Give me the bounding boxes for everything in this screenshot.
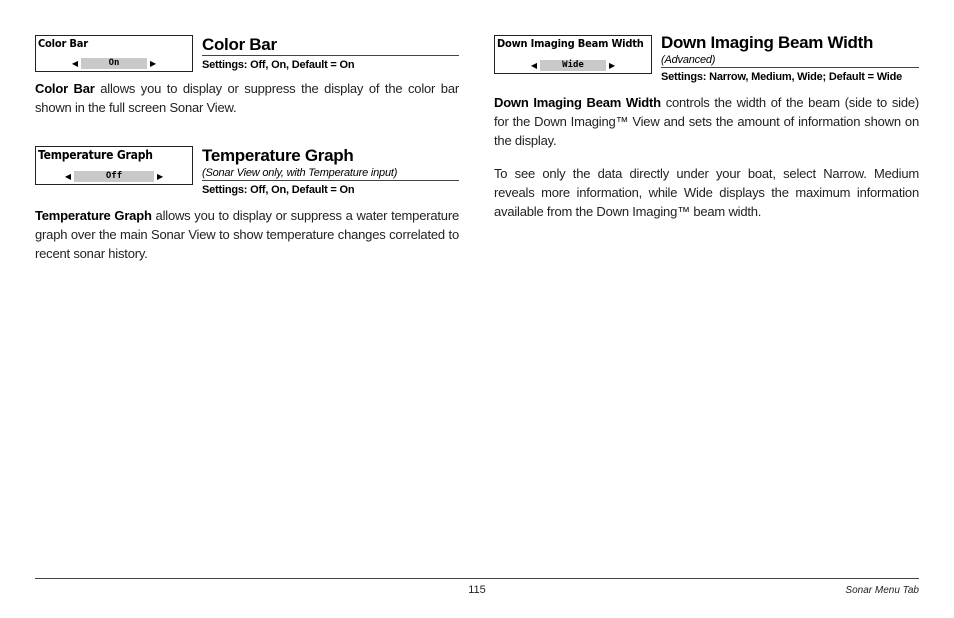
down-imaging-beam-width-section: [494, 33, 919, 221]
menu-value-control: [36, 171, 192, 182]
section-title: Color Bar: [202, 35, 277, 54]
color-bar-menu-widget: [35, 35, 193, 72]
right-arrow-icon: ▶: [609, 60, 616, 70]
body-text: controls the width of the beam (side to side) for the Down Imaging™ View and sets the amount of information shown on the display.: [494, 95, 920, 148]
section-body: [35, 79, 459, 117]
settings-line: Settings: Narrow, Medium, Wide; Default = Wide: [661, 71, 903, 83]
left-arrow-icon: ◀: [71, 58, 78, 68]
menu-value: On: [81, 58, 147, 69]
left-arrow-icon: ◀: [530, 60, 537, 70]
section-subtitle: (Advanced): [661, 54, 716, 66]
section-body: [35, 206, 459, 263]
section-header: [202, 35, 459, 72]
down-imaging-beam-width-menu-widget: [494, 35, 652, 74]
body-term: Down Imaging Beam Width: [494, 95, 661, 110]
temperature-graph-section: [35, 146, 459, 263]
menu-widget-label: Color Bar: [38, 37, 88, 50]
title-rule: [661, 67, 919, 68]
body-term: Color Bar: [35, 81, 95, 96]
section-title: Down Imaging Beam Width: [661, 33, 874, 52]
menu-value-control: [36, 58, 192, 69]
section-body: [494, 93, 919, 150]
temperature-graph-menu-widget: [35, 146, 193, 185]
color-bar-section: [35, 35, 459, 117]
section-title: Temperature Graph: [202, 146, 354, 165]
body-term: Temperature Graph: [35, 208, 152, 223]
menu-value: Wide: [540, 60, 606, 71]
footer-rule: [35, 578, 919, 579]
section-body-paragraph-2: To see only the data directly under your boat, select Narrow. Medium reveals more information, while Wide displays the maximum information available from the Down Imaging™ beam width.: [494, 166, 919, 219]
left-arrow-icon: ◀: [64, 171, 71, 181]
settings-line: Settings: Off, On, Default = On: [202, 184, 355, 196]
page-number: 115: [468, 584, 486, 596]
right-arrow-icon: ▶: [150, 58, 157, 68]
body-text: allows you to display or suppress the display of the color bar shown in the full screen Sonar View.: [35, 81, 459, 115]
right-arrow-icon: ▶: [157, 171, 164, 181]
title-rule: [202, 55, 459, 56]
menu-widget-label: Temperature Graph: [38, 148, 153, 162]
settings-line: Settings: Off, On, Default = On: [202, 59, 355, 71]
title-rule: [202, 180, 459, 181]
section-header: [661, 33, 919, 84]
section-subtitle: (Sonar View only, with Temperature input): [202, 167, 398, 179]
menu-value: Off: [74, 171, 154, 182]
body-text: allows you to display or suppress a water temperature graph over the main Sonar View to show temperature changes correlated to recent sonar history.: [35, 208, 459, 261]
menu-widget-label: Down Imaging Beam Width: [497, 37, 644, 50]
footer-section-label: Sonar Menu Tab: [845, 585, 919, 596]
menu-value-control: [495, 60, 651, 71]
section-header: [202, 146, 459, 197]
